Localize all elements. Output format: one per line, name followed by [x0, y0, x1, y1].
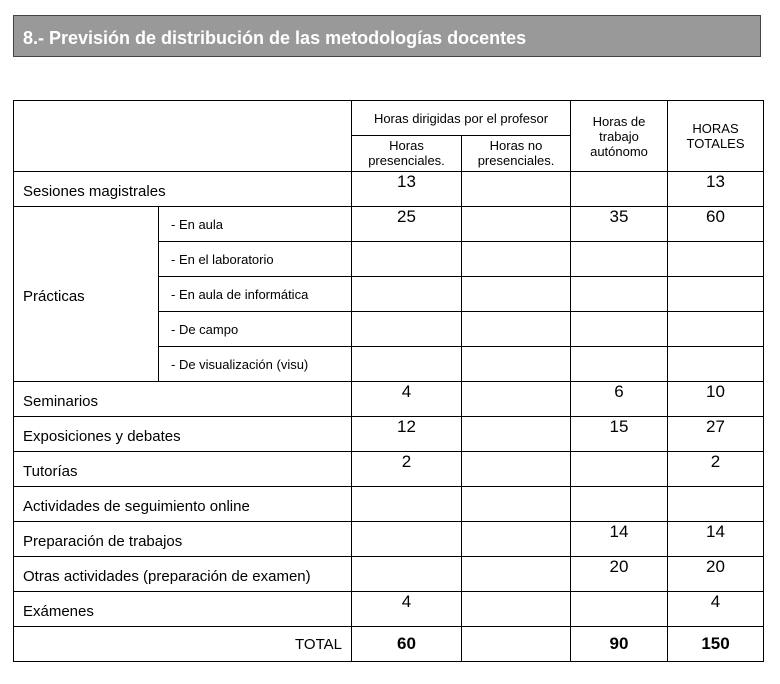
total-presenciales: 60	[352, 627, 462, 662]
cell-no-presenciales	[462, 382, 571, 417]
sub-row-label: - De campo	[159, 312, 352, 347]
cell-presenciales: 4	[352, 592, 462, 627]
cell-total: 14	[668, 522, 764, 557]
header-no-presenciales: Horas no presenciales.	[462, 136, 571, 172]
cell-autonomo	[571, 452, 668, 487]
cell-no-presenciales	[462, 312, 571, 347]
table-row	[14, 452, 764, 487]
table-row	[14, 487, 764, 522]
cell-presenciales	[352, 557, 462, 592]
cell-total: 60	[668, 207, 764, 242]
cell-no-presenciales	[462, 487, 571, 522]
cell-no-presenciales	[462, 522, 571, 557]
table-row	[14, 522, 764, 557]
header-empty-cell	[14, 101, 352, 172]
section-header	[13, 15, 761, 57]
cell-no-presenciales	[462, 172, 571, 207]
row-label-practicas: Prácticas	[14, 207, 159, 382]
cell-autonomo: 6	[571, 382, 668, 417]
table-row	[14, 557, 764, 592]
cell-presenciales	[352, 277, 462, 312]
cell-total	[668, 242, 764, 277]
cell-total	[668, 277, 764, 312]
cell-autonomo: 15	[571, 417, 668, 452]
cell-autonomo	[571, 347, 668, 382]
total-label: TOTAL	[14, 627, 352, 662]
cell-autonomo	[571, 592, 668, 627]
cell-presenciales: 4	[352, 382, 462, 417]
row-label: Seminarios	[14, 382, 352, 417]
row-label: Otras actividades (preparación de examen)	[14, 557, 352, 592]
total-horas: 150	[668, 627, 764, 662]
header-row	[14, 101, 764, 136]
cell-total: 20	[668, 557, 764, 592]
cell-total	[668, 347, 764, 382]
row-label: Tutorías	[14, 452, 352, 487]
sub-row-label: - En el laboratorio	[159, 242, 352, 277]
cell-total: 10	[668, 382, 764, 417]
cell-presenciales	[352, 522, 462, 557]
cell-total: 4	[668, 592, 764, 627]
cell-no-presenciales	[462, 452, 571, 487]
sub-row-label: - En aula de informática	[159, 277, 352, 312]
cell-autonomo: 20	[571, 557, 668, 592]
header-autonomo: Horas de trabajo autónomo	[571, 101, 668, 172]
cell-presenciales	[352, 242, 462, 277]
cell-no-presenciales	[462, 417, 571, 452]
cell-autonomo	[571, 277, 668, 312]
cell-autonomo	[571, 312, 668, 347]
cell-presenciales: 25	[352, 207, 462, 242]
sub-row-label: - De visualización (visu)	[159, 347, 352, 382]
header-presenciales: Horas presenciales.	[352, 136, 462, 172]
row-label: Sesiones magistrales	[14, 172, 352, 207]
cell-total: 27	[668, 417, 764, 452]
row-label: Preparación de trabajos	[14, 522, 352, 557]
cell-presenciales: 2	[352, 452, 462, 487]
cell-autonomo	[571, 487, 668, 522]
cell-autonomo: 14	[571, 522, 668, 557]
methodology-table	[13, 100, 764, 662]
section-title: 8.- Previsión de distribución de las metodologías docentes	[23, 28, 527, 48]
cell-autonomo	[571, 172, 668, 207]
cell-presenciales: 13	[352, 172, 462, 207]
total-autonomo: 90	[571, 627, 668, 662]
sub-row-label: - En aula	[159, 207, 352, 242]
cell-total: 2	[668, 452, 764, 487]
total-row	[14, 627, 764, 662]
cell-presenciales	[352, 347, 462, 382]
cell-no-presenciales	[462, 242, 571, 277]
cell-total	[668, 312, 764, 347]
cell-no-presenciales	[462, 557, 571, 592]
cell-no-presenciales	[462, 207, 571, 242]
cell-total: 13	[668, 172, 764, 207]
header-totales: HORAS TOTALES	[668, 101, 764, 172]
row-label: Actividades de seguimiento online	[14, 487, 352, 522]
cell-no-presenciales	[462, 347, 571, 382]
cell-autonomo: 35	[571, 207, 668, 242]
header-dirigidas: Horas dirigidas por el profesor	[352, 101, 571, 136]
table-row	[14, 172, 764, 207]
row-label: Exámenes	[14, 592, 352, 627]
row-label: Exposiciones y debates	[14, 417, 352, 452]
total-no-presenciales	[462, 627, 571, 662]
cell-no-presenciales	[462, 277, 571, 312]
cell-no-presenciales	[462, 592, 571, 627]
cell-autonomo	[571, 242, 668, 277]
table-row	[14, 417, 764, 452]
table-row	[14, 382, 764, 417]
cell-presenciales	[352, 312, 462, 347]
cell-presenciales: 12	[352, 417, 462, 452]
cell-presenciales	[352, 487, 462, 522]
cell-total	[668, 487, 764, 522]
table-row	[14, 207, 764, 242]
table-row	[14, 592, 764, 627]
